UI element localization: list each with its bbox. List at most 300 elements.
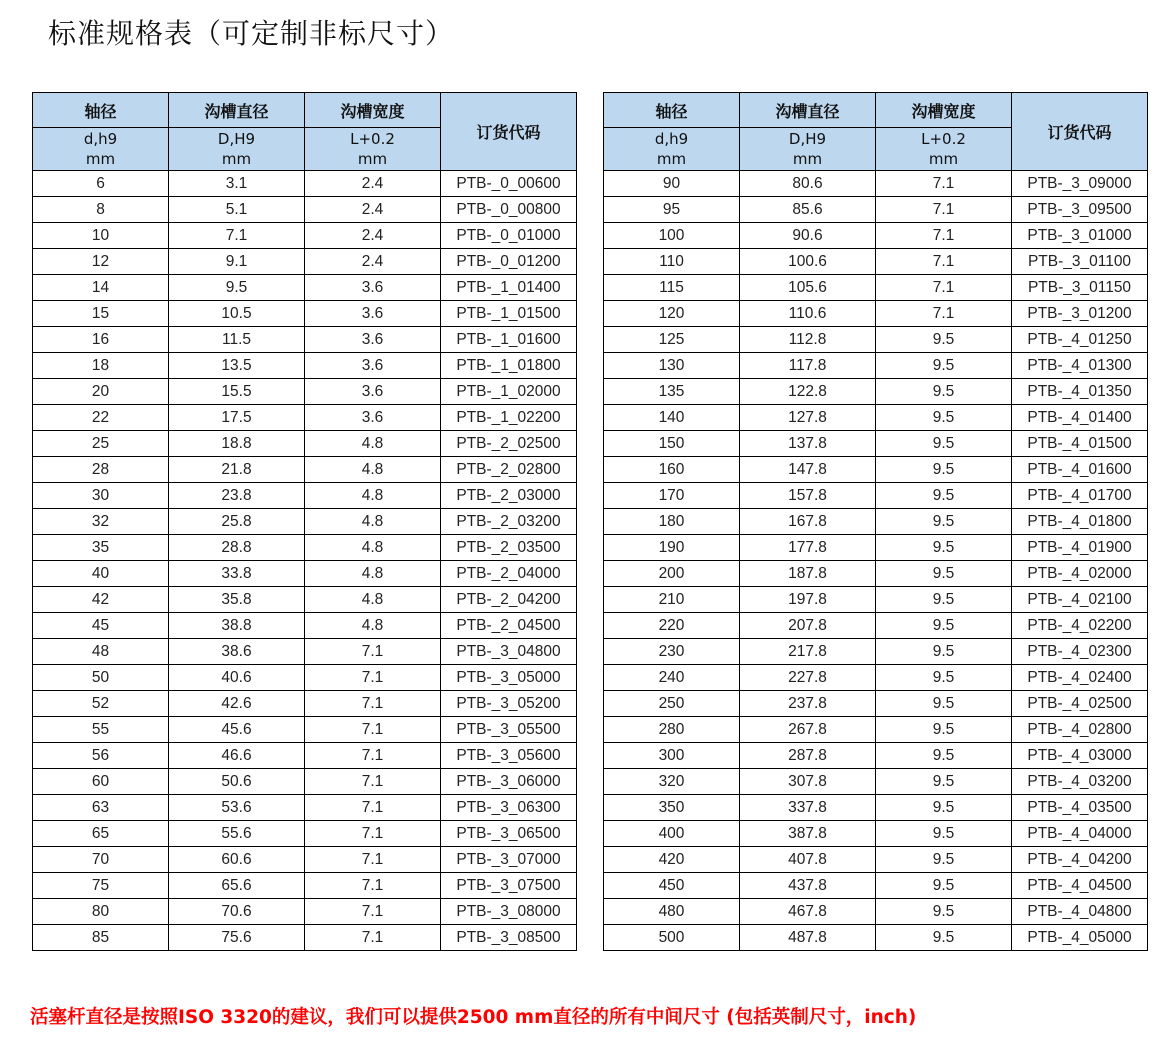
cell-groove-width: 9.5	[876, 899, 1012, 925]
cell-groove-diameter: 9.5	[169, 275, 305, 301]
cell-groove-diameter: 122.8	[740, 379, 876, 405]
cell-shaft-diameter: 140	[604, 405, 740, 431]
cell-order-code: PTB-_4_01700	[1012, 483, 1148, 509]
cell-shaft-diameter: 30	[33, 483, 169, 509]
cell-groove-diameter: 40.6	[169, 665, 305, 691]
cell-order-code: PTB-_3_09500	[1012, 197, 1148, 223]
table-row	[604, 509, 1148, 535]
cell-shaft-diameter: 95	[604, 197, 740, 223]
table-row	[604, 197, 1148, 223]
cell-order-code: PTB-_4_02300	[1012, 639, 1148, 665]
table-row	[604, 223, 1148, 249]
cell-order-code: PTB-_3_01200	[1012, 301, 1148, 327]
cell-order-code: PTB-_3_01150	[1012, 275, 1148, 301]
cell-groove-diameter: 38.6	[169, 639, 305, 665]
cell-shaft-diameter: 56	[33, 743, 169, 769]
cell-groove-diameter: 17.5	[169, 405, 305, 431]
cell-order-code: PTB-_4_03000	[1012, 743, 1148, 769]
cell-shaft-diameter: 110	[604, 249, 740, 275]
cell-order-code: PTB-_3_05000	[441, 665, 577, 691]
table-row	[33, 587, 577, 613]
cell-shaft-diameter: 15	[33, 301, 169, 327]
header-groove-width-unit	[876, 128, 1012, 171]
cell-order-code: PTB-_0_01000	[441, 223, 577, 249]
cell-shaft-diameter: 220	[604, 613, 740, 639]
cell-shaft-diameter: 32	[33, 509, 169, 535]
cell-shaft-diameter: 160	[604, 457, 740, 483]
cell-groove-diameter: 467.8	[740, 899, 876, 925]
table-row	[604, 327, 1148, 353]
cell-shaft-diameter: 190	[604, 535, 740, 561]
cell-order-code: PTB-_3_07000	[441, 847, 577, 873]
table-row	[33, 405, 577, 431]
cell-shaft-diameter: 16	[33, 327, 169, 353]
cell-shaft-diameter: 70	[33, 847, 169, 873]
table-row	[604, 873, 1148, 899]
cell-order-code: PTB-_4_01600	[1012, 457, 1148, 483]
cell-groove-width: 7.1	[305, 717, 441, 743]
header-groove-width: 沟槽宽度	[305, 93, 441, 128]
spec-table	[32, 92, 577, 951]
cell-groove-width: 7.1	[305, 795, 441, 821]
cell-order-code: PTB-_2_04500	[441, 613, 577, 639]
cell-shaft-diameter: 20	[33, 379, 169, 405]
cell-shaft-diameter: 125	[604, 327, 740, 353]
cell-order-code: PTB-_4_04200	[1012, 847, 1148, 873]
cell-shaft-diameter: 60	[33, 769, 169, 795]
cell-shaft-diameter: 420	[604, 847, 740, 873]
table-row	[604, 795, 1148, 821]
cell-order-code: PTB-_2_03500	[441, 535, 577, 561]
table-row	[33, 197, 577, 223]
cell-groove-width: 9.5	[876, 665, 1012, 691]
cell-groove-width: 9.5	[876, 847, 1012, 873]
cell-groove-diameter: 117.8	[740, 353, 876, 379]
cell-groove-width: 7.1	[876, 197, 1012, 223]
cell-shaft-diameter: 85	[33, 925, 169, 951]
cell-order-code: PTB-_0_01200	[441, 249, 577, 275]
table-row	[604, 899, 1148, 925]
cell-order-code: PTB-_4_01900	[1012, 535, 1148, 561]
cell-groove-diameter: 407.8	[740, 847, 876, 873]
cell-order-code: PTB-_3_05200	[441, 691, 577, 717]
cell-groove-width: 3.6	[305, 379, 441, 405]
cell-order-code: PTB-_0_00600	[441, 171, 577, 197]
groove-width-tolerance: L+0.2	[921, 130, 966, 148]
cell-shaft-diameter: 55	[33, 717, 169, 743]
cell-groove-width: 9.5	[876, 613, 1012, 639]
cell-groove-diameter: 13.5	[169, 353, 305, 379]
cell-shaft-diameter: 300	[604, 743, 740, 769]
cell-groove-width: 3.6	[305, 327, 441, 353]
cell-groove-width: 7.1	[305, 743, 441, 769]
table-row	[604, 639, 1148, 665]
cell-groove-width: 4.8	[305, 457, 441, 483]
cell-shaft-diameter: 150	[604, 431, 740, 457]
cell-groove-diameter: 187.8	[740, 561, 876, 587]
cell-groove-width: 9.5	[876, 431, 1012, 457]
cell-groove-width: 7.1	[305, 821, 441, 847]
cell-order-code: PTB-_4_02500	[1012, 691, 1148, 717]
table-row	[33, 795, 577, 821]
cell-groove-width: 9.5	[876, 405, 1012, 431]
groove-diameter-tolerance: D,H9	[788, 130, 827, 148]
cell-groove-width: 9.5	[876, 769, 1012, 795]
cell-order-code: PTB-_2_04000	[441, 561, 577, 587]
cell-order-code: PTB-_3_06000	[441, 769, 577, 795]
table-row	[604, 535, 1148, 561]
cell-groove-width: 7.1	[876, 249, 1012, 275]
table-row	[604, 743, 1148, 769]
cell-groove-width: 3.6	[305, 301, 441, 327]
cell-shaft-diameter: 500	[604, 925, 740, 951]
cell-groove-width: 9.5	[876, 587, 1012, 613]
cell-shaft-diameter: 65	[33, 821, 169, 847]
cell-groove-diameter: 337.8	[740, 795, 876, 821]
cell-shaft-diameter: 6	[33, 171, 169, 197]
table-row	[33, 899, 577, 925]
cell-order-code: PTB-_3_06300	[441, 795, 577, 821]
table-row	[33, 249, 577, 275]
groove-diameter-tolerance: D,H9	[217, 130, 256, 148]
cell-groove-diameter: 33.8	[169, 561, 305, 587]
cell-groove-diameter: 10.5	[169, 301, 305, 327]
cell-groove-width: 9.5	[876, 327, 1012, 353]
header-groove-diameter: 沟槽直径	[740, 93, 876, 128]
table-body	[33, 171, 577, 951]
table-row	[33, 613, 577, 639]
cell-groove-diameter: 18.8	[169, 431, 305, 457]
cell-groove-width: 9.5	[876, 639, 1012, 665]
cell-shaft-diameter: 12	[33, 249, 169, 275]
cell-groove-width: 9.5	[876, 483, 1012, 509]
cell-order-code: PTB-_1_01800	[441, 353, 577, 379]
cell-groove-width: 2.4	[305, 197, 441, 223]
table-row	[33, 509, 577, 535]
cell-order-code: PTB-_3_01000	[1012, 223, 1148, 249]
groove-width-unit: mm	[928, 150, 959, 168]
cell-order-code: PTB-_3_09000	[1012, 171, 1148, 197]
cell-shaft-diameter: 14	[33, 275, 169, 301]
cell-groove-diameter: 207.8	[740, 613, 876, 639]
cell-shaft-diameter: 230	[604, 639, 740, 665]
cell-order-code: PTB-_3_04800	[441, 639, 577, 665]
cell-groove-diameter: 105.6	[740, 275, 876, 301]
cell-groove-width: 9.5	[876, 743, 1012, 769]
cell-order-code: PTB-_4_01350	[1012, 379, 1148, 405]
table-row	[33, 353, 577, 379]
table-row	[33, 639, 577, 665]
table-row	[33, 171, 577, 197]
table-row	[604, 613, 1148, 639]
cell-groove-width: 2.4	[305, 171, 441, 197]
cell-groove-width: 9.5	[876, 821, 1012, 847]
cell-groove-width: 9.5	[876, 457, 1012, 483]
cell-groove-diameter: 197.8	[740, 587, 876, 613]
cell-groove-diameter: 217.8	[740, 639, 876, 665]
cell-shaft-diameter: 120	[604, 301, 740, 327]
cell-groove-diameter: 267.8	[740, 717, 876, 743]
cell-groove-diameter: 110.6	[740, 301, 876, 327]
cell-groove-width: 4.8	[305, 535, 441, 561]
cell-groove-diameter: 75.6	[169, 925, 305, 951]
cell-groove-diameter: 487.8	[740, 925, 876, 951]
cell-order-code: PTB-_4_04500	[1012, 873, 1148, 899]
cell-order-code: PTB-_3_05500	[441, 717, 577, 743]
table-row	[604, 821, 1148, 847]
table-row	[33, 769, 577, 795]
cell-groove-diameter: 5.1	[169, 197, 305, 223]
cell-groove-diameter: 46.6	[169, 743, 305, 769]
cell-groove-diameter: 7.1	[169, 223, 305, 249]
cell-shaft-diameter: 210	[604, 587, 740, 613]
cell-groove-width: 7.1	[305, 691, 441, 717]
cell-order-code: PTB-_4_01300	[1012, 353, 1148, 379]
cell-shaft-diameter: 130	[604, 353, 740, 379]
cell-groove-width: 7.1	[305, 925, 441, 951]
spec-table-left	[32, 92, 576, 951]
cell-shaft-diameter: 80	[33, 899, 169, 925]
cell-groove-diameter: 9.1	[169, 249, 305, 275]
cell-shaft-diameter: 75	[33, 873, 169, 899]
cell-order-code: PTB-_4_05000	[1012, 925, 1148, 951]
cell-shaft-diameter: 320	[604, 769, 740, 795]
cell-order-code: PTB-_2_02800	[441, 457, 577, 483]
header-groove-diameter-unit	[169, 128, 305, 171]
cell-order-code: PTB-_4_01250	[1012, 327, 1148, 353]
cell-order-code: PTB-_4_04000	[1012, 821, 1148, 847]
table-row	[33, 327, 577, 353]
cell-order-code: PTB-_4_02800	[1012, 717, 1148, 743]
cell-shaft-diameter: 25	[33, 431, 169, 457]
cell-order-code: PTB-_2_02500	[441, 431, 577, 457]
spec-table	[603, 92, 1148, 951]
table-row	[604, 249, 1148, 275]
cell-shaft-diameter: 52	[33, 691, 169, 717]
shaft-tolerance: d,h9	[654, 130, 689, 148]
cell-shaft-diameter: 480	[604, 899, 740, 925]
cell-order-code: PTB-_3_08500	[441, 925, 577, 951]
table-row	[33, 431, 577, 457]
table-row	[33, 561, 577, 587]
cell-groove-diameter: 65.6	[169, 873, 305, 899]
header-groove-width: 沟槽宽度	[876, 93, 1012, 128]
cell-order-code: PTB-_1_01500	[441, 301, 577, 327]
cell-groove-width: 4.8	[305, 561, 441, 587]
cell-shaft-diameter: 40	[33, 561, 169, 587]
groove-diameter-unit: mm	[792, 150, 823, 168]
table-row	[604, 561, 1148, 587]
cell-groove-diameter: 307.8	[740, 769, 876, 795]
cell-groove-diameter: 387.8	[740, 821, 876, 847]
cell-shaft-diameter: 42	[33, 587, 169, 613]
cell-groove-width: 9.5	[876, 691, 1012, 717]
header-shaft-diameter: 轴径	[604, 93, 740, 128]
table-row	[33, 483, 577, 509]
cell-groove-diameter: 23.8	[169, 483, 305, 509]
table-row	[33, 379, 577, 405]
cell-shaft-diameter: 100	[604, 223, 740, 249]
cell-groove-diameter: 167.8	[740, 509, 876, 535]
table-body	[604, 171, 1148, 951]
groove-width-unit: mm	[357, 150, 388, 168]
groove-diameter-unit: mm	[221, 150, 252, 168]
table-row	[604, 587, 1148, 613]
table-row	[604, 665, 1148, 691]
cell-groove-diameter: 147.8	[740, 457, 876, 483]
cell-groove-width: 4.8	[305, 613, 441, 639]
cell-order-code: PTB-_0_00800	[441, 197, 577, 223]
cell-groove-width: 9.5	[876, 873, 1012, 899]
header-shaft-diameter: 轴径	[33, 93, 169, 128]
cell-shaft-diameter: 200	[604, 561, 740, 587]
header-groove-width-unit	[305, 128, 441, 171]
cell-shaft-diameter: 135	[604, 379, 740, 405]
table-row	[33, 717, 577, 743]
spec-table-right	[603, 92, 1147, 951]
table-row	[604, 847, 1148, 873]
table-row	[33, 847, 577, 873]
page-title: 标准规格表（可定制非标尺寸）	[48, 17, 455, 50]
cell-order-code: PTB-_4_02400	[1012, 665, 1148, 691]
cell-groove-diameter: 127.8	[740, 405, 876, 431]
table-row	[604, 353, 1148, 379]
cell-order-code: PTB-_1_01400	[441, 275, 577, 301]
cell-order-code: PTB-_4_01400	[1012, 405, 1148, 431]
table-row	[604, 405, 1148, 431]
cell-groove-width: 2.4	[305, 249, 441, 275]
cell-groove-width: 7.1	[305, 665, 441, 691]
cell-groove-width: 4.8	[305, 587, 441, 613]
cell-groove-width: 9.5	[876, 379, 1012, 405]
table-row	[604, 301, 1148, 327]
cell-shaft-diameter: 45	[33, 613, 169, 639]
cell-groove-diameter: 35.8	[169, 587, 305, 613]
cell-groove-diameter: 3.1	[169, 171, 305, 197]
cell-groove-diameter: 80.6	[740, 171, 876, 197]
cell-groove-diameter: 60.6	[169, 847, 305, 873]
cell-groove-diameter: 177.8	[740, 535, 876, 561]
cell-shaft-diameter: 450	[604, 873, 740, 899]
cell-order-code: PTB-_4_02100	[1012, 587, 1148, 613]
cell-groove-width: 7.1	[876, 275, 1012, 301]
table-row	[604, 717, 1148, 743]
cell-groove-diameter: 137.8	[740, 431, 876, 457]
cell-groove-diameter: 53.6	[169, 795, 305, 821]
table-row	[604, 925, 1148, 951]
cell-order-code: PTB-_4_02000	[1012, 561, 1148, 587]
cell-groove-diameter: 157.8	[740, 483, 876, 509]
cell-groove-diameter: 55.6	[169, 821, 305, 847]
table-row	[604, 483, 1148, 509]
cell-order-code: PTB-_3_05600	[441, 743, 577, 769]
cell-groove-diameter: 21.8	[169, 457, 305, 483]
cell-order-code: PTB-_4_01500	[1012, 431, 1148, 457]
shaft-unit: mm	[85, 150, 116, 168]
cell-order-code: PTB-_1_01600	[441, 327, 577, 353]
table-row	[604, 171, 1148, 197]
cell-groove-diameter: 437.8	[740, 873, 876, 899]
cell-shaft-diameter: 250	[604, 691, 740, 717]
cell-groove-width: 4.8	[305, 483, 441, 509]
cell-shaft-diameter: 63	[33, 795, 169, 821]
cell-order-code: PTB-_4_03200	[1012, 769, 1148, 795]
cell-groove-diameter: 70.6	[169, 899, 305, 925]
cell-groove-diameter: 227.8	[740, 665, 876, 691]
cell-groove-diameter: 25.8	[169, 509, 305, 535]
cell-groove-diameter: 11.5	[169, 327, 305, 353]
header-order-code: 订货代码	[441, 93, 577, 171]
cell-order-code: PTB-_4_01800	[1012, 509, 1148, 535]
cell-groove-width: 7.1	[305, 769, 441, 795]
shaft-unit: mm	[656, 150, 687, 168]
cell-order-code: PTB-_3_01100	[1012, 249, 1148, 275]
cell-groove-diameter: 112.8	[740, 327, 876, 353]
table-row	[33, 301, 577, 327]
cell-groove-diameter: 287.8	[740, 743, 876, 769]
cell-shaft-diameter: 280	[604, 717, 740, 743]
cell-shaft-diameter: 90	[604, 171, 740, 197]
cell-order-code: PTB-_2_03200	[441, 509, 577, 535]
cell-order-code: PTB-_1_02000	[441, 379, 577, 405]
cell-shaft-diameter: 10	[33, 223, 169, 249]
cell-order-code: PTB-_2_04200	[441, 587, 577, 613]
cell-groove-diameter: 38.8	[169, 613, 305, 639]
cell-groove-width: 3.6	[305, 275, 441, 301]
cell-groove-width: 4.8	[305, 509, 441, 535]
header-groove-diameter: 沟槽直径	[169, 93, 305, 128]
cell-shaft-diameter: 50	[33, 665, 169, 691]
cell-shaft-diameter: 18	[33, 353, 169, 379]
cell-groove-width: 9.5	[876, 925, 1012, 951]
table-row	[33, 873, 577, 899]
cell-groove-width: 9.5	[876, 509, 1012, 535]
header-groove-diameter-unit	[740, 128, 876, 171]
cell-order-code: PTB-_4_02200	[1012, 613, 1148, 639]
table-row	[33, 821, 577, 847]
cell-groove-width: 9.5	[876, 353, 1012, 379]
cell-shaft-diameter: 28	[33, 457, 169, 483]
cell-shaft-diameter: 170	[604, 483, 740, 509]
cell-order-code: PTB-_3_06500	[441, 821, 577, 847]
cell-groove-width: 9.5	[876, 535, 1012, 561]
cell-groove-width: 7.1	[876, 171, 1012, 197]
cell-groove-diameter: 90.6	[740, 223, 876, 249]
cell-groove-width: 3.6	[305, 353, 441, 379]
cell-shaft-diameter: 115	[604, 275, 740, 301]
cell-groove-diameter: 42.6	[169, 691, 305, 717]
cell-order-code: PTB-_1_02200	[441, 405, 577, 431]
header-shaft-unit	[604, 128, 740, 171]
cell-order-code: PTB-_4_03500	[1012, 795, 1148, 821]
table-row	[604, 457, 1148, 483]
cell-groove-width: 7.1	[305, 873, 441, 899]
cell-groove-width: 7.1	[305, 847, 441, 873]
cell-order-code: PTB-_3_07500	[441, 873, 577, 899]
table-row	[604, 691, 1148, 717]
cell-groove-diameter: 100.6	[740, 249, 876, 275]
shaft-tolerance: d,h9	[83, 130, 118, 148]
cell-shaft-diameter: 35	[33, 535, 169, 561]
cell-groove-width: 7.1	[305, 899, 441, 925]
cell-shaft-diameter: 22	[33, 405, 169, 431]
cell-groove-diameter: 50.6	[169, 769, 305, 795]
cell-groove-diameter: 85.6	[740, 197, 876, 223]
table-row	[33, 665, 577, 691]
table-row	[604, 431, 1148, 457]
cell-groove-width: 2.4	[305, 223, 441, 249]
table-row	[604, 769, 1148, 795]
